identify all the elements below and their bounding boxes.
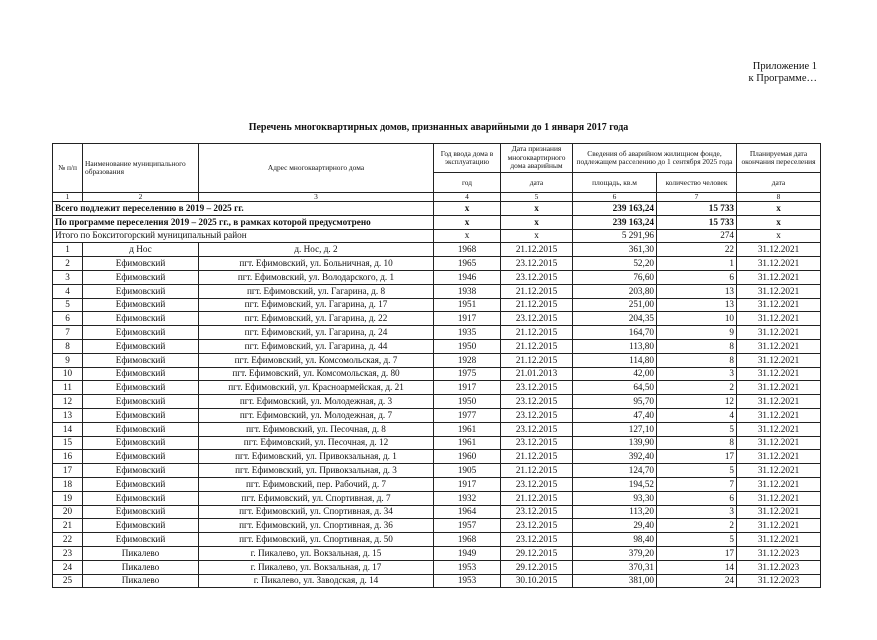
- row-number: 21: [53, 519, 83, 533]
- row-year: 1949: [434, 546, 501, 560]
- row-municipality: Ефимовский: [83, 464, 199, 478]
- subheader-date: дата: [501, 173, 573, 193]
- total-date: х: [501, 215, 573, 229]
- row-municipality: д Нос: [83, 243, 199, 257]
- total-date: х: [501, 229, 573, 243]
- row-year: 1950: [434, 339, 501, 353]
- row-people: 2: [657, 519, 737, 533]
- row-people: 3: [657, 505, 737, 519]
- row-year: 1932: [434, 491, 501, 505]
- row-people: 9: [657, 326, 737, 340]
- row-address: пгт. Ефимовский, ул. Больничная, д. 10: [199, 257, 434, 271]
- row-date: 23.12.2015: [501, 533, 573, 547]
- row-area: 64,50: [573, 381, 657, 395]
- row-people: 8: [657, 353, 737, 367]
- header-address: Адрес многоквартирного дома: [199, 144, 434, 193]
- row-year: 1977: [434, 408, 501, 422]
- row-area: 47,40: [573, 408, 657, 422]
- row-people: 13: [657, 298, 737, 312]
- row-address: пгт. Ефимовский, ул. Спортивная, д. 50: [199, 533, 434, 547]
- row-area: 392,40: [573, 450, 657, 464]
- row-date: 23.12.2015: [501, 395, 573, 409]
- row-municipality: Ефимовский: [83, 477, 199, 491]
- row-address: пгт. Ефимовский, ул. Гагарина, д. 8: [199, 284, 434, 298]
- table-row: [53, 533, 821, 547]
- row-date: 21.12.2015: [501, 326, 573, 340]
- row-end: 31.12.2023: [737, 574, 821, 588]
- row-number: 9: [53, 353, 83, 367]
- row-area: 114,80: [573, 353, 657, 367]
- header-date-recognized: Дата признания многоквартирного дома аварийным: [501, 144, 573, 173]
- table-row: [53, 560, 821, 574]
- table-row: [53, 422, 821, 436]
- row-year: 1917: [434, 381, 501, 395]
- row-address: пгт. Ефимовский, ул. Гагарина, д. 44: [199, 339, 434, 353]
- total-area: 239 163,24: [573, 202, 657, 216]
- row-date: 21.01.2013: [501, 367, 573, 381]
- row-area: 52,20: [573, 257, 657, 271]
- row-municipality: Пикалево: [83, 574, 199, 588]
- row-municipality: Пикалево: [83, 546, 199, 560]
- row-number: 2: [53, 257, 83, 271]
- row-number: 12: [53, 395, 83, 409]
- row-end: 31.12.2021: [737, 243, 821, 257]
- row-address: д. Нос, д. 2: [199, 243, 434, 257]
- row-date: 21.12.2015: [501, 243, 573, 257]
- row-end: 31.12.2021: [737, 422, 821, 436]
- row-date: 21.12.2015: [501, 464, 573, 478]
- row-date: 23.12.2015: [501, 505, 573, 519]
- row-municipality: Пикалево: [83, 560, 199, 574]
- subheader-people: количество человек: [657, 173, 737, 193]
- col-number: 2: [83, 193, 199, 202]
- row-end: 31.12.2021: [737, 505, 821, 519]
- row-end: 31.12.2021: [737, 477, 821, 491]
- row-year: 1928: [434, 353, 501, 367]
- row-municipality: Ефимовский: [83, 519, 199, 533]
- row-area: 370,31: [573, 560, 657, 574]
- row-date: 21.12.2015: [501, 339, 573, 353]
- col-number: 8: [737, 193, 821, 202]
- row-people: 13: [657, 284, 737, 298]
- row-area: 164,70: [573, 326, 657, 340]
- row-people: 17: [657, 450, 737, 464]
- row-end: 31.12.2021: [737, 395, 821, 409]
- row-people: 8: [657, 436, 737, 450]
- table-row: [53, 257, 821, 271]
- row-municipality: Ефимовский: [83, 533, 199, 547]
- row-number: 22: [53, 533, 83, 547]
- appendix-line-1: Приложение 1: [752, 61, 817, 72]
- table-row: [53, 464, 821, 478]
- table-row: [53, 491, 821, 505]
- row-date: 21.12.2015: [501, 491, 573, 505]
- table-row: [53, 477, 821, 491]
- header-num: № п/п: [53, 144, 83, 193]
- row-number: 15: [53, 436, 83, 450]
- header-planned-end: Планируемая дата окончания переселения: [737, 144, 821, 173]
- row-date: 23.12.2015: [501, 436, 573, 450]
- row-end: 31.12.2021: [737, 450, 821, 464]
- row-number: 19: [53, 491, 83, 505]
- row-date: 23.12.2015: [501, 408, 573, 422]
- row-area: 381,00: [573, 574, 657, 588]
- total-area: 5 291,96: [573, 229, 657, 243]
- row-year: 1968: [434, 533, 501, 547]
- subheader-end: дата: [737, 173, 821, 193]
- row-date: 21.12.2015: [501, 298, 573, 312]
- subheader-year: год: [434, 173, 501, 193]
- row-year: 1905: [434, 464, 501, 478]
- row-people: 6: [657, 270, 737, 284]
- row-people: 6: [657, 491, 737, 505]
- header-municipality: Наименование муниципального образования: [83, 144, 199, 193]
- total-row: [53, 202, 821, 216]
- row-year: 1961: [434, 422, 501, 436]
- row-address: пгт. Ефимовский, ул. Молодежная, д. 3: [199, 395, 434, 409]
- row-municipality: Ефимовский: [83, 257, 199, 271]
- row-number: 7: [53, 326, 83, 340]
- row-people: 3: [657, 367, 737, 381]
- col-number: 4: [434, 193, 501, 202]
- row-date: 23.12.2015: [501, 312, 573, 326]
- row-date: 23.12.2015: [501, 519, 573, 533]
- row-people: 12: [657, 395, 737, 409]
- row-year: 1951: [434, 298, 501, 312]
- row-municipality: Ефимовский: [83, 395, 199, 409]
- table-row: [53, 505, 821, 519]
- total-row: [53, 229, 821, 243]
- row-address: пгт. Ефимовский, ул. Комсомольская, д. 7: [199, 353, 434, 367]
- row-municipality: Ефимовский: [83, 422, 199, 436]
- row-area: 127,10: [573, 422, 657, 436]
- row-end: 31.12.2021: [737, 408, 821, 422]
- total-date: х: [501, 202, 573, 216]
- col-number: 7: [657, 193, 737, 202]
- row-area: 361,30: [573, 243, 657, 257]
- row-end: 31.12.2021: [737, 326, 821, 340]
- row-end: 31.12.2021: [737, 270, 821, 284]
- total-people: 15 733: [657, 215, 737, 229]
- row-date: 23.12.2015: [501, 422, 573, 436]
- row-year: 1938: [434, 284, 501, 298]
- header-row: [53, 144, 821, 173]
- row-end: 31.12.2021: [737, 257, 821, 271]
- row-area: 98,40: [573, 533, 657, 547]
- row-address: пгт. Ефимовский, пер. Рабочий, д. 7: [199, 477, 434, 491]
- total-area: 239 163,24: [573, 215, 657, 229]
- table-row: [53, 353, 821, 367]
- row-area: 76,60: [573, 270, 657, 284]
- table-body: [53, 144, 821, 588]
- row-people: 7: [657, 477, 737, 491]
- subheader-area: площадь, кв.м: [573, 173, 657, 193]
- row-number: 1: [53, 243, 83, 257]
- row-address: пгт. Ефимовский, ул. Песочная, д. 8: [199, 422, 434, 436]
- column-number-row: [53, 193, 821, 202]
- table-row: [53, 450, 821, 464]
- row-date: 23.12.2015: [501, 270, 573, 284]
- row-year: 1964: [434, 505, 501, 519]
- row-number: 11: [53, 381, 83, 395]
- total-label: Всего подлежит переселению в 2019 – 2025 гг.: [53, 202, 434, 216]
- total-year: х: [434, 229, 501, 243]
- total-end: х: [737, 215, 821, 229]
- row-year: 1917: [434, 312, 501, 326]
- row-address: пгт. Ефимовский, ул. Гагарина, д. 17: [199, 298, 434, 312]
- row-address: пгт. Ефимовский, ул. Гагарина, д. 22: [199, 312, 434, 326]
- row-address: пгт. Ефимовский, ул. Комсомольская, д. 80: [199, 367, 434, 381]
- row-address: г. Пикалево, ул. Заводская, д. 14: [199, 574, 434, 588]
- row-number: 17: [53, 464, 83, 478]
- row-year: 1960: [434, 450, 501, 464]
- row-address: пгт. Ефимовский, ул. Володарского, д. 1: [199, 270, 434, 284]
- row-people: 1: [657, 257, 737, 271]
- table-row: [53, 270, 821, 284]
- row-area: 113,80: [573, 339, 657, 353]
- row-number: 18: [53, 477, 83, 491]
- row-year: 1946: [434, 270, 501, 284]
- total-people: 15 733: [657, 202, 737, 216]
- row-number: 10: [53, 367, 83, 381]
- row-people: 5: [657, 422, 737, 436]
- document-title: Перечень многоквартирных домов, признанных аварийными до 1 января 2017 года: [248, 122, 629, 133]
- row-area: 29,40: [573, 519, 657, 533]
- row-end: 31.12.2021: [737, 436, 821, 450]
- row-area: 251,00: [573, 298, 657, 312]
- row-end: 31.12.2021: [737, 533, 821, 547]
- row-date: 21.12.2015: [501, 284, 573, 298]
- row-number: 8: [53, 339, 83, 353]
- row-number: 14: [53, 422, 83, 436]
- total-end: х: [737, 229, 821, 243]
- header-year: Год ввода дома в эксплуатацию: [434, 144, 501, 173]
- row-people: 5: [657, 533, 737, 547]
- row-date: 29.12.2015: [501, 546, 573, 560]
- header-housing-info: Сведения об аварийном жилищном фонде, подлежащем расселению до 1 сентября 2025 года: [573, 144, 737, 173]
- table-row: [53, 408, 821, 422]
- row-municipality: Ефимовский: [83, 505, 199, 519]
- row-number: 23: [53, 546, 83, 560]
- row-date: 21.12.2015: [501, 450, 573, 464]
- row-end: 31.12.2021: [737, 312, 821, 326]
- total-year: х: [434, 215, 501, 229]
- row-address: пгт. Ефимовский, ул. Гагарина, д. 24: [199, 326, 434, 340]
- table-row: [53, 519, 821, 533]
- table-row: [53, 243, 821, 257]
- row-area: 379,20: [573, 546, 657, 560]
- col-number: 3: [199, 193, 434, 202]
- row-area: 93,30: [573, 491, 657, 505]
- row-year: 1961: [434, 436, 501, 450]
- row-number: 4: [53, 284, 83, 298]
- row-municipality: Ефимовский: [83, 491, 199, 505]
- row-end: 31.12.2023: [737, 546, 821, 560]
- row-people: 8: [657, 339, 737, 353]
- row-number: 25: [53, 574, 83, 588]
- row-area: 95,70: [573, 395, 657, 409]
- row-address: пгт. Ефимовский, ул. Молодежная, д. 7: [199, 408, 434, 422]
- total-end: х: [737, 202, 821, 216]
- row-end: 31.12.2023: [737, 560, 821, 574]
- row-number: 5: [53, 298, 83, 312]
- row-area: 124,70: [573, 464, 657, 478]
- row-address: пгт. Ефимовский, ул. Спортивная, д. 36: [199, 519, 434, 533]
- row-year: 1953: [434, 560, 501, 574]
- table-row: [53, 436, 821, 450]
- row-people: 17: [657, 546, 737, 560]
- total-year: х: [434, 202, 501, 216]
- row-people: 4: [657, 408, 737, 422]
- row-area: 204,35: [573, 312, 657, 326]
- row-end: 31.12.2021: [737, 284, 821, 298]
- row-date: 29.12.2015: [501, 560, 573, 574]
- row-date: 23.12.2015: [501, 381, 573, 395]
- row-number: 13: [53, 408, 83, 422]
- row-year: 1965: [434, 257, 501, 271]
- row-year: 1975: [434, 367, 501, 381]
- row-year: 1968: [434, 243, 501, 257]
- table-row: [53, 395, 821, 409]
- table-row: [53, 284, 821, 298]
- row-year: 1917: [434, 477, 501, 491]
- row-number: 20: [53, 505, 83, 519]
- row-municipality: Ефимовский: [83, 270, 199, 284]
- col-number: 5: [501, 193, 573, 202]
- row-address: пгт. Ефимовский, ул. Привокзальная, д. 3: [199, 464, 434, 478]
- table-row: [53, 546, 821, 560]
- row-end: 31.12.2021: [737, 339, 821, 353]
- table-row: [53, 367, 821, 381]
- row-people: 5: [657, 464, 737, 478]
- row-address: пгт. Ефимовский, ул. Спортивная, д. 7: [199, 491, 434, 505]
- row-end: 31.12.2021: [737, 491, 821, 505]
- row-year: 1935: [434, 326, 501, 340]
- row-date: 23.12.2015: [501, 477, 573, 491]
- row-end: 31.12.2021: [737, 381, 821, 395]
- row-date: 23.12.2015: [501, 257, 573, 271]
- row-end: 31.12.2021: [737, 353, 821, 367]
- row-year: 1953: [434, 574, 501, 588]
- row-area: 139,90: [573, 436, 657, 450]
- row-area: 194,52: [573, 477, 657, 491]
- col-number: 6: [573, 193, 657, 202]
- row-end: 31.12.2021: [737, 367, 821, 381]
- row-people: 14: [657, 560, 737, 574]
- total-label: Итого по Бокситогорский муниципальный район: [53, 229, 434, 243]
- table-row: [53, 381, 821, 395]
- row-municipality: Ефимовский: [83, 339, 199, 353]
- row-number: 6: [53, 312, 83, 326]
- total-row: [53, 215, 821, 229]
- row-address: пгт. Ефимовский, ул. Привокзальная, д. 1: [199, 450, 434, 464]
- row-number: 16: [53, 450, 83, 464]
- row-municipality: Ефимовский: [83, 312, 199, 326]
- row-municipality: Ефимовский: [83, 436, 199, 450]
- row-year: 1950: [434, 395, 501, 409]
- total-label: По программе переселения 2019 – 2025 гг., в рамках которой предусмотрено: [53, 215, 434, 229]
- row-municipality: Ефимовский: [83, 353, 199, 367]
- table-row: [53, 574, 821, 588]
- row-people: 24: [657, 574, 737, 588]
- row-people: 22: [657, 243, 737, 257]
- row-area: 113,20: [573, 505, 657, 519]
- row-municipality: Ефимовский: [83, 408, 199, 422]
- row-address: пгт. Ефимовский, ул. Красноармейская, д. 21: [199, 381, 434, 395]
- row-municipality: Ефимовский: [83, 367, 199, 381]
- row-municipality: Ефимовский: [83, 284, 199, 298]
- row-year: 1957: [434, 519, 501, 533]
- row-area: 42,00: [573, 367, 657, 381]
- row-people: 2: [657, 381, 737, 395]
- table-row: [53, 312, 821, 326]
- row-municipality: Ефимовский: [83, 326, 199, 340]
- row-date: 30.10.2015: [501, 574, 573, 588]
- appendix-note: [749, 61, 817, 85]
- row-address: г. Пикалево, ул. Вокзальная, д. 15: [199, 546, 434, 560]
- housing-table: [52, 143, 821, 588]
- total-people: 274: [657, 229, 737, 243]
- table-row: [53, 326, 821, 340]
- row-municipality: Ефимовский: [83, 381, 199, 395]
- row-number: 3: [53, 270, 83, 284]
- row-number: 24: [53, 560, 83, 574]
- row-address: пгт. Ефимовский, ул. Спортивная, д. 34: [199, 505, 434, 519]
- row-address: пгт. Ефимовский, ул. Песочная, д. 12: [199, 436, 434, 450]
- table-row: [53, 298, 821, 312]
- row-end: 31.12.2021: [737, 464, 821, 478]
- row-people: 10: [657, 312, 737, 326]
- row-municipality: Ефимовский: [83, 450, 199, 464]
- row-area: 203,80: [573, 284, 657, 298]
- appendix-line-2: к Программе…: [748, 73, 817, 84]
- row-municipality: Ефимовский: [83, 298, 199, 312]
- row-end: 31.12.2021: [737, 519, 821, 533]
- row-end: 31.12.2021: [737, 298, 821, 312]
- row-address: г. Пикалево, ул. Вокзальная, д. 17: [199, 560, 434, 574]
- col-number: 1: [53, 193, 83, 202]
- row-date: 21.12.2015: [501, 353, 573, 367]
- table-row: [53, 339, 821, 353]
